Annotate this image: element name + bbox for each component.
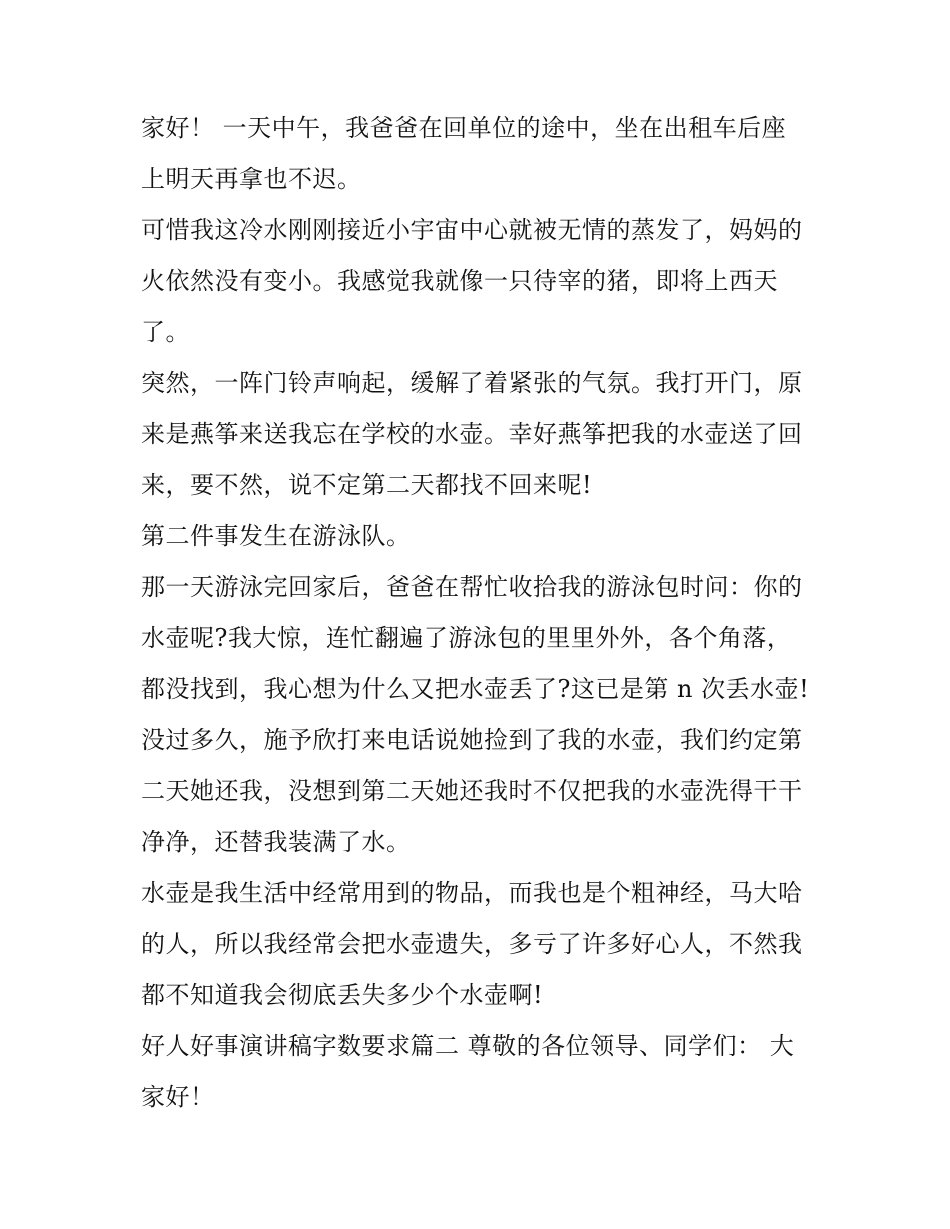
text-line: 的人，所以我经常会把水壶遗失，多亏了许多好心人，不然我	[141, 930, 803, 958]
text-line: 突然，一阵门铃声响起，缓解了着紧张的气氛。我打开门，原	[141, 369, 803, 397]
text-line: 来是燕筝来送我忘在学校的水壶。幸好燕筝把我的水壶送了回	[141, 420, 803, 448]
text-line: 那一天游泳完回家后，爸爸在帮忙收拾我的游泳包时问：你的	[141, 573, 803, 601]
text-line: 水壶呢?我大惊，连忙翻遍了游泳包的里里外外，各个角落，	[141, 624, 792, 652]
text-line: 没过多久，施予欣打来电话说她捡到了我的水壶，我们约定第	[141, 726, 803, 754]
document-body	[141, 103, 831, 1123]
text-line: 都没找到，我心想为什么又把水壶丢了?这已是第 n 次丢水壶!	[141, 675, 810, 703]
text-line: 上明天再拿也不迟。	[141, 165, 362, 193]
text-line: 水壶是我生活中经常用到的物品，而我也是个粗神经，马大哈	[141, 879, 803, 907]
text-line: 家好！	[141, 1083, 215, 1111]
text-line: 第二件事发生在游泳队。	[141, 522, 411, 550]
text-line: 来，要不然，说不定第二天都找不回来呢!	[141, 471, 593, 499]
text-line: 可惜我这冷水刚刚接近小宇宙中心就被无情的蒸发了，妈妈的	[141, 216, 803, 244]
text-line: 净净，还替我装满了水。	[141, 828, 411, 856]
text-line: 了。	[141, 318, 190, 346]
text-line: 火依然没有变小。我感觉我就像一只待宰的猪，即将上西天	[141, 267, 778, 295]
text-line: 都不知道我会彻底丢失多少个水壶啊!	[141, 981, 544, 1009]
text-line: 家好！ 一天中午，我爸爸在回单位的途中，坐在出租车后座	[141, 114, 787, 142]
text-line: 好人好事演讲稿字数要求篇二 尊敬的各位领导、同学们： 大	[141, 1032, 795, 1060]
text-line: 二天她还我，没想到第二天她还我时不仅把我的水壶洗得干干	[141, 777, 803, 805]
